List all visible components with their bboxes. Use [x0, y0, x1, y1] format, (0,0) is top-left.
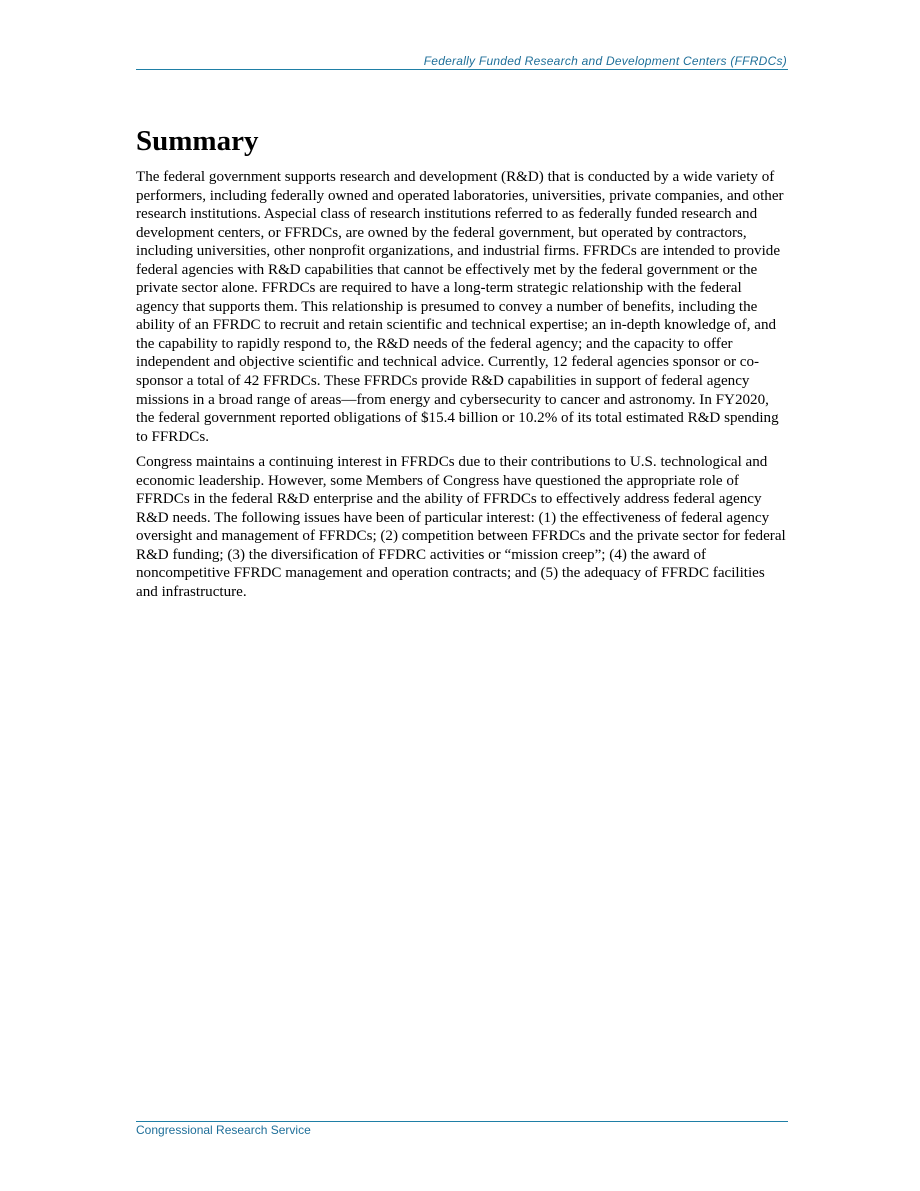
running-header-title: Federally Funded Research and Development Centers (FFRDCs) [423, 54, 787, 68]
footer-publisher: Congressional Research Service [136, 1123, 311, 1137]
summary-paragraph-2: Congress maintains a continuing interest in FFRDCs due to their contributions to U.S. technological and economic leadership. However, some Members of Congress have questioned the appropriate role of FFRDCs in the federal R&D enterprise and the ability of FFRDCs to effectively address federal agency R&D needs. The following issues have been of particular interest: (1) the effectiveness of federal agency oversight and management of FFRDCs; (2) competition between FFRDCs and the private sector for federal R&D funding; (3) the diversification of FFDRC activities or “mission creep”; (4) the award of noncompetitive FFRDC management and operation contracts; and (5) the adequacy of FFRDC facilities and infrastructure. [136, 454, 786, 601]
summary-paragraph-1: The federal government supports research and development (R&D) that is conducted by a wide variety of performers, including federally owned and operated laboratories, universities, private companies, and other research institutions. Aspecial class of research institutions referred to as federally funded research and development centers, or FFRDCs, are owned by the federal government, but operated by contractors, including universities, other nonprofit organizations, and industrial firms. FFRDCs are intended to provide federal agencies with R&D capabilities that cannot be effectively met by the federal government or the private sector alone. FFRDCs are required to have a long-term strategic relationship with the federal agency that supports them. This relationship is presumed to convey a number of benefits, including the ability of an FFRDC to recruit and retain scientific and technical expertise; an in-depth knowledge of, and the capability to rapidly respond to, the R&D needs of the federal agency; and the capacity to offer independent and objective scientific and technical advice. Currently, 12 federal agencies sponsor or co-sponsor a total of 42 FFRDCs. These FFRDCs provide R&D capabilities in support of federal agency missions in a broad range of areas—from energy and cybersecurity to cancer and astronomy. In FY2020, the federal government reported obligations of $15.4 billion or 10.2% of its total estimated R&D spending to FFRDCs. [136, 169, 784, 445]
main-content [136, 122, 788, 609]
header-divider [136, 69, 788, 70]
footer-divider [136, 1121, 788, 1122]
section-heading: Summary [136, 125, 259, 157]
